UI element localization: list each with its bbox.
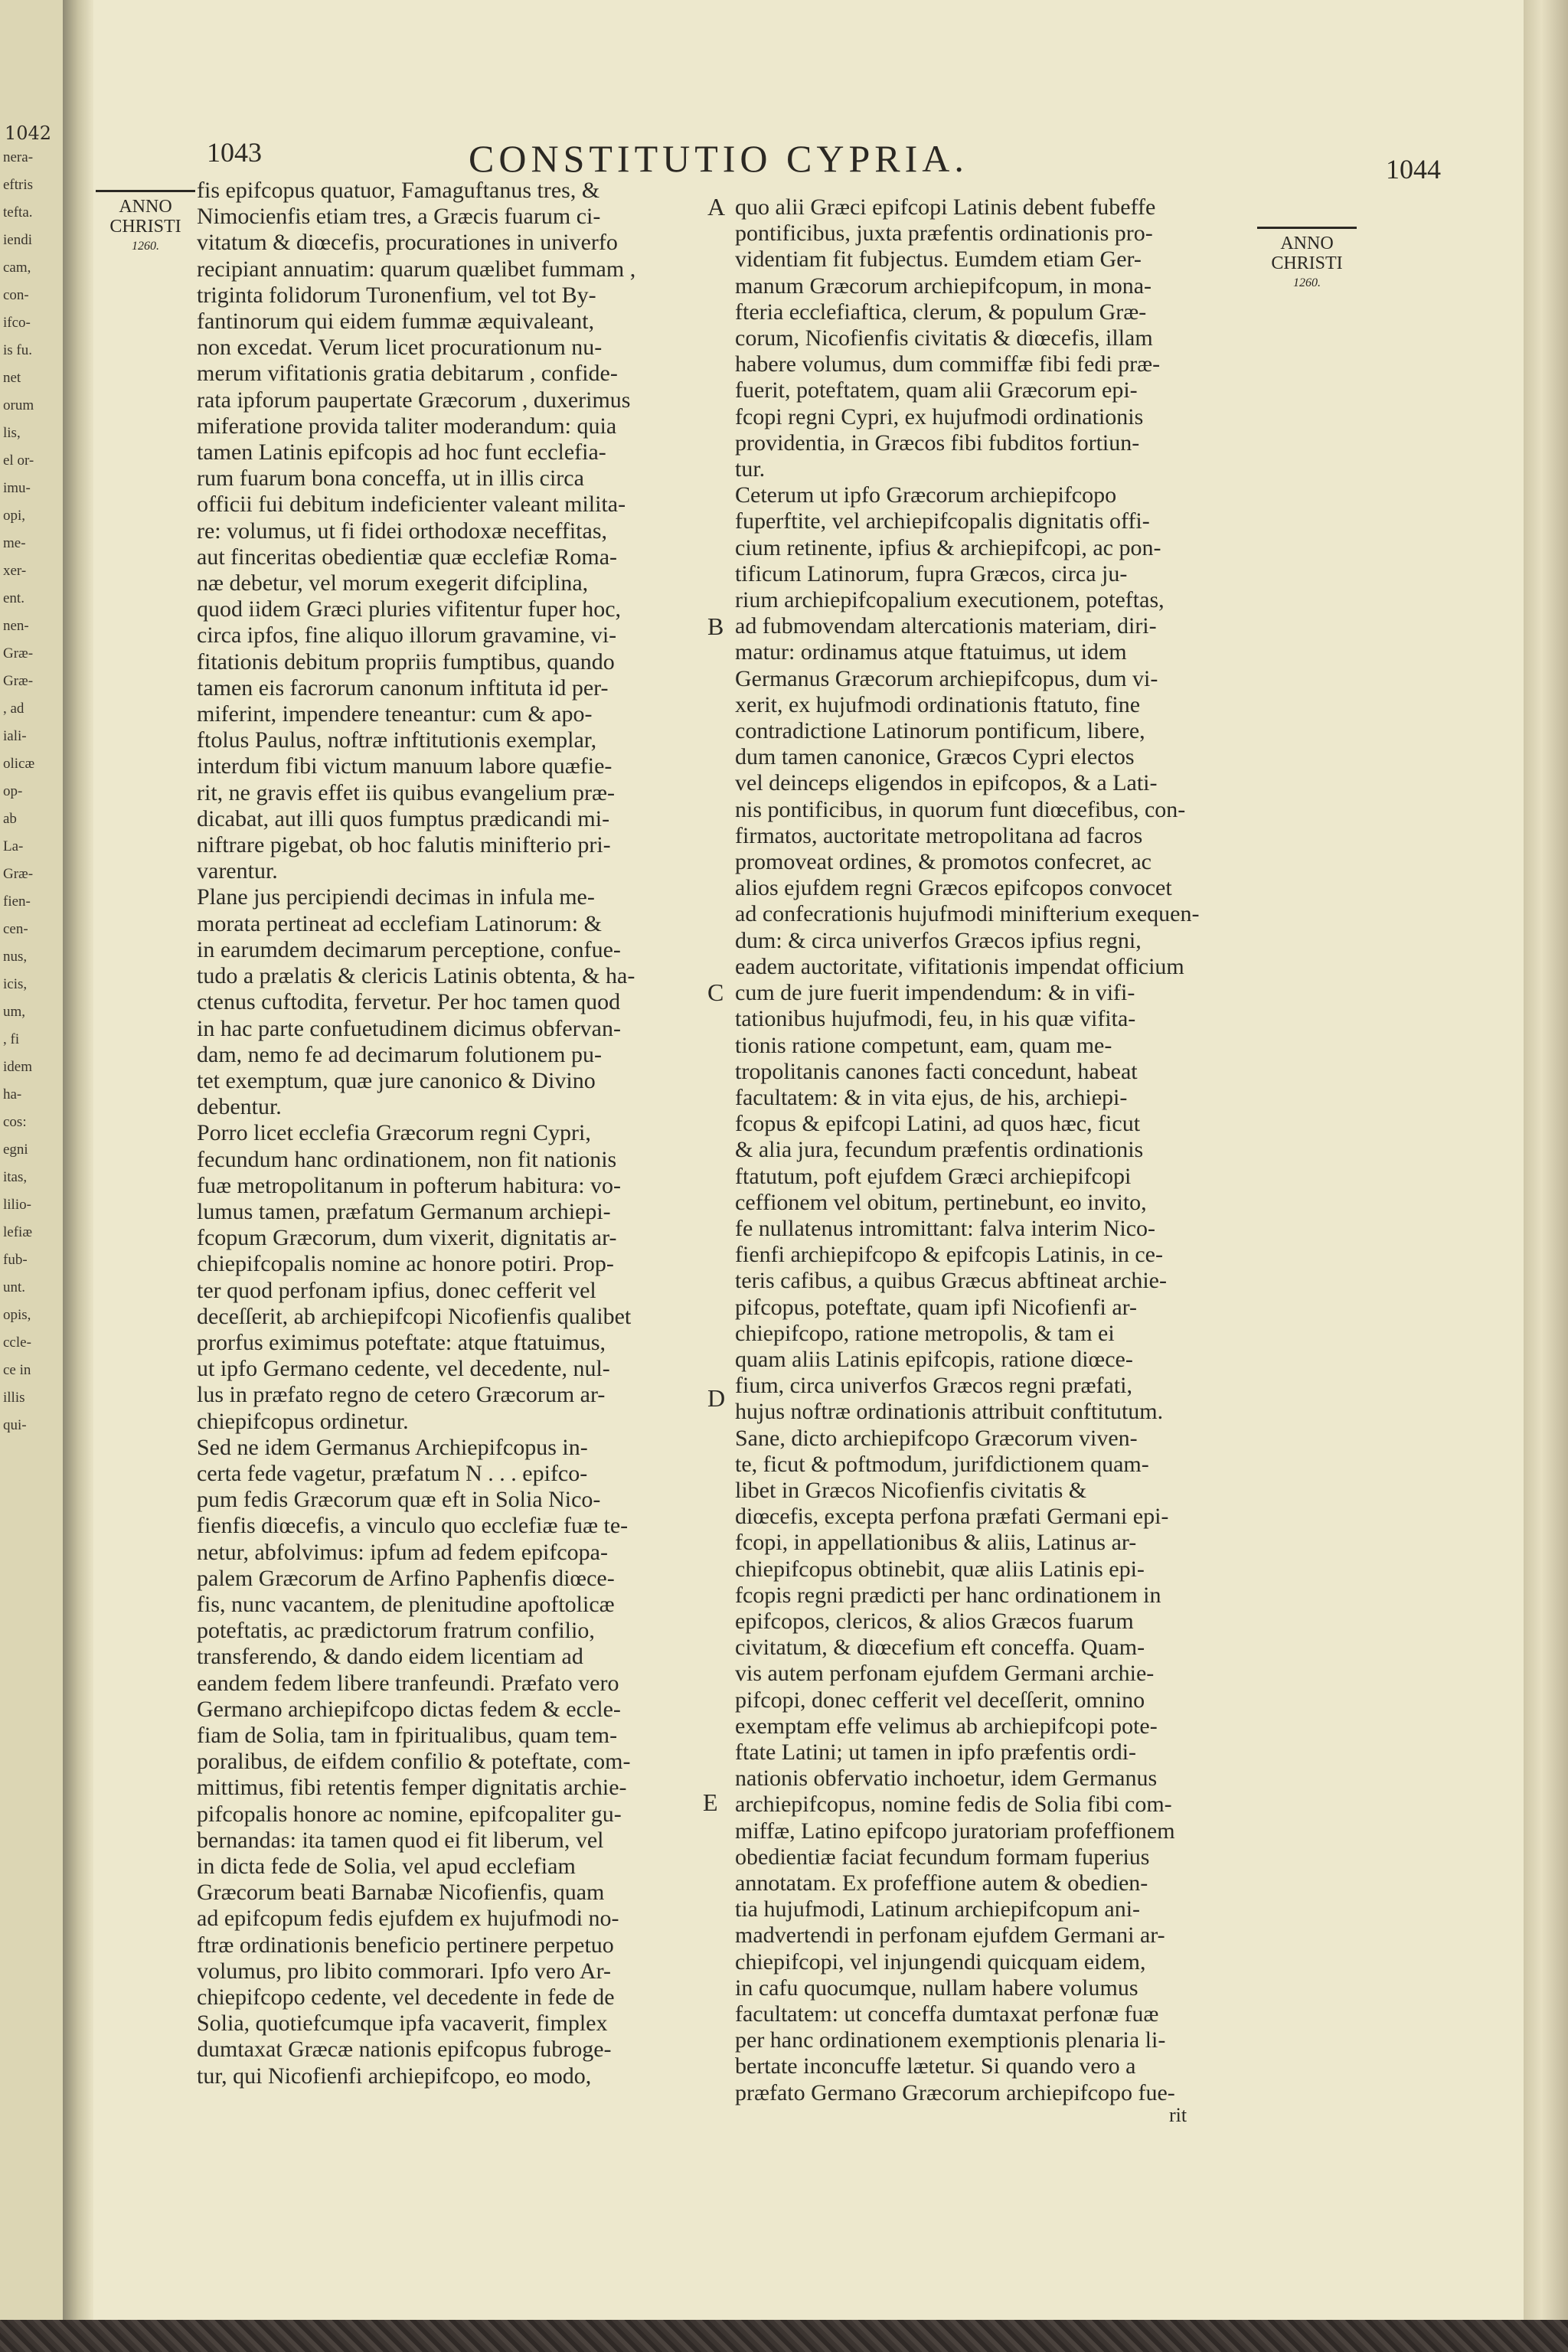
previous-page-fragment: nus, (3, 949, 28, 965)
text-line: in earumdem decimarum perceptione, confue- (197, 936, 621, 962)
text-line: Plane jus percipiendi decimas in infula me- (197, 884, 595, 910)
text-line: triginta folidorum Turonenfium, vel tot By- (197, 282, 596, 308)
previous-page-fragment: con- (3, 287, 29, 303)
text-line: quod iidem Græci pluries vifitentur fuper hoc, (197, 596, 622, 622)
text-line: chiepifcopalis nomine ac honore potiri. Prop- (197, 1251, 614, 1277)
text-line: per hanc ordinationem exemptionis plenaria li- (735, 2027, 1166, 2053)
text-line: fecundum hanc ordinationem, non fit nationis (197, 1146, 617, 1172)
previous-page-fragment: el or- (3, 452, 34, 469)
text-line: tionis ratione competunt, eam, quam me- (735, 1032, 1112, 1058)
previous-page-fragment: Græ- (3, 673, 34, 689)
text-line: fium, circa univerfos Græcos regni præfati, (735, 1373, 1133, 1399)
margin-rule (96, 190, 195, 192)
previous-page-fragment: me- (3, 535, 26, 551)
previous-page-fragment: orum (3, 397, 34, 413)
previous-page-number: 1042 (5, 122, 52, 144)
page-number-left: 1043 (207, 137, 262, 168)
text-line: dum: & circa univerfos Græcos ipfius regni, (735, 927, 1142, 953)
previous-page-fragment: ce in (3, 1362, 31, 1378)
text-line: fis epifcopus quatuor, Famaguftanus tres, & (197, 178, 600, 203)
text-line: epifcopos, clericos, & alios Græcos fuarum (735, 1608, 1134, 1634)
text-line: fe nullatenus intromittant: falva interim Nico- (735, 1215, 1156, 1241)
text-line: vitatum & diœcefis, procurationes in univerfo (197, 230, 618, 256)
margin-note-christi: CHRISTI (1271, 253, 1343, 273)
text-line: dicabat, aut illi quos fumptus prædicandi mi- (197, 805, 610, 831)
previous-page-fragment: ccle- (3, 1334, 31, 1351)
text-line: ad fubmovendam altercationis materiam, diri- (735, 613, 1157, 639)
text-line: lus in præfato regno de cetero Græcorum ar- (197, 1382, 606, 1408)
text-line: pifcopi, donec cefferit vel deceſſerit, omnino (735, 1687, 1145, 1713)
text-line: fcopi, in appellationibus & aliis, Latinus ar- (735, 1530, 1137, 1556)
text-line: tudo a prælatis & clericis Latinis obtenta, & ha- (197, 963, 635, 989)
text-line: libet in Græcos Nicofienfis civitatis & (735, 1477, 1087, 1503)
text-line: facultatem: & in vita ejus, de his, archiepi- (735, 1084, 1128, 1110)
text-line: alios ejufdem regni Græcos epifcopos convocet (735, 875, 1172, 901)
text-line: interdum fibi victum manuum labore quæfie- (197, 753, 612, 779)
text-line: vis autem perfonam ejufdem Germani archie- (735, 1661, 1155, 1687)
text-line: Nimocienfis etiam tres, a Græcis fuarum ci- (197, 204, 601, 230)
text-line: fcopis regni prædicti per hanc ordinationem in (735, 1582, 1161, 1608)
text-line: chiepifcopi, vel injungendi quicquam eidem, (735, 1949, 1146, 1975)
text-line: netur, abfolvimus: ipfum ad fedem epifcopa- (197, 1539, 608, 1565)
previous-page-fragment: net (3, 370, 21, 386)
text-line: ftræ ordinationis beneficio pertinere perpetuo (197, 1932, 614, 1958)
previous-page-fragment: lilio- (3, 1197, 31, 1213)
section-marker-d: D (707, 1384, 726, 1412)
section-marker-a: A (707, 193, 726, 220)
text-line: ad epifcopum fedis ejufdem ex hujufmodi no- (197, 1906, 619, 1932)
previous-page-fragment: Græ- (3, 866, 34, 882)
text-line: ftate Latini; ut tamen in ipfo præfentis ordi- (735, 1739, 1137, 1765)
previous-page-fragment: tefta. (3, 204, 33, 220)
previous-page-fragment: La- (3, 838, 24, 854)
text-line: poralibus, de eifdem confilio & poteftate, com- (197, 1749, 631, 1775)
text-line: debentur. (197, 1094, 282, 1120)
previous-page-fragment: cos: (3, 1114, 27, 1130)
text-line: bernandas: ita tamen quod ei fit liberum, vel (197, 1827, 604, 1853)
running-title: CONSTITUTIO CYPRIA. (469, 137, 969, 180)
previous-page-fragment: iali- (3, 728, 27, 744)
text-line: facultatem: ut conceffa dumtaxat perfonæ fuæ (735, 2001, 1159, 2027)
text-line: rum fuarum bona conceffa, ut in illis circa (197, 466, 584, 492)
previous-page-fragment: opis, (3, 1307, 31, 1323)
text-line: niftrare pigebat, ob hoc falutis minifterio pri- (197, 832, 611, 858)
previous-page-fragment: ent. (3, 590, 24, 606)
text-line: certa fede vagetur, præfatum N . . . epifco- (197, 1460, 588, 1486)
text-line: transferendo, & dando eidem licentiam ad (197, 1644, 583, 1670)
text-line: rit, ne gravis effet iis quibus evangelium præ- (197, 779, 615, 805)
previous-page-fragment: , fi (3, 1031, 20, 1047)
previous-page-fragment: lefiæ (3, 1224, 32, 1240)
previous-page-fragment: imu- (3, 480, 31, 496)
text-line: palem Græcorum de Arfino Paphenfis diœce- (197, 1565, 615, 1591)
text-line: non excedat. Verum licet procurationum nu- (197, 335, 603, 361)
section-marker-e: E (703, 1788, 718, 1816)
text-line: fienfis diœcefis, a vinculo quo ecclefiæ fuæ te- (197, 1513, 629, 1539)
margin-note-year: 1260. (132, 240, 159, 253)
previous-page-fragment: ifco- (3, 315, 31, 331)
previous-page-fragment: ha- (3, 1086, 22, 1102)
text-line: fantinorum qui eidem fummæ æquivaleant, (197, 309, 595, 335)
previous-page-text-fragments (0, 144, 63, 1439)
text-line: Germanus Græcorum archiepifcopus, dum vi- (735, 665, 1158, 691)
text-line: deceſſerit, ab archiepifcopi Nicofienfis qualibet (197, 1303, 632, 1329)
text-line: hujus noftræ ordinationis attribuit conftitutum. (735, 1399, 1164, 1425)
text-line: quo alii Græci epifcopi Latinis debent fubeffe (735, 194, 1156, 220)
previous-page-fragment: , ad (3, 701, 24, 717)
text-line: fitationis debitum propriis fumptibus, quando (197, 648, 615, 675)
previous-page-fragment: itas, (3, 1169, 28, 1185)
text-line: cium retinente, ipfius & archiepifcopi, ac pon- (735, 534, 1161, 560)
text-line: tur. (735, 456, 766, 482)
text-line: manum Græcorum archiepifcopum, in mona- (735, 273, 1152, 299)
book-page (93, 0, 1524, 2320)
text-line: ad confecrationis hujufmodi minifterium exequen- (735, 901, 1200, 927)
text-line: nationis obfervatio inchoetur, idem Germanus (735, 1766, 1158, 1792)
text-line: videntiam fit fubjectus. Eumdem etiam Ger- (735, 247, 1142, 273)
previous-page-fragment: opi, (3, 508, 26, 524)
text-line: fcopi regni Cypri, ex hujufmodi ordinationis (735, 403, 1144, 430)
text-line: fuerit, poteftatem, quam alii Græcorum epi- (735, 377, 1138, 403)
text-line: archiepifcopus, nomine fedis de Solia fibi com- (735, 1792, 1172, 1818)
text-line: circa ipfos, fine aliquo illorum gravamine, vi- (197, 622, 617, 648)
margin-note-christi: CHRISTI (109, 217, 181, 237)
previous-page-fragment: egni (3, 1142, 28, 1158)
text-line: tia hujufmodi, Latinum archiepifcopum ani- (735, 1896, 1141, 1922)
text-line: pum fedis Græcorum quæ eft in Solia Nico- (197, 1487, 601, 1513)
book-gutter (63, 0, 93, 2320)
text-line: tet exemptum, quæ jure canonico & Divino (197, 1067, 596, 1093)
page-number-right: 1044 (1386, 154, 1441, 185)
text-line: officii fui debitum indeficienter valeant milita- (197, 492, 626, 518)
text-line: chiepifcopo cedente, vel decedente in fede de (197, 1984, 615, 2011)
previous-page-fragment: nera- (3, 149, 34, 165)
text-line: fteria ecclefiaftica, clerum, & populum Græ- (735, 299, 1147, 325)
text-line: civitatum, & diœcefium eft conceffa. Quam- (735, 1635, 1145, 1661)
text-line: fis, nunc vacantem, de plenitudine apoftolicæ (197, 1591, 615, 1617)
text-line: ftatutum, poft ejufdem Græci archiepifcopi (735, 1163, 1132, 1189)
text-line: & alia jura, fecundum præfentis ordinationis (735, 1137, 1144, 1163)
text-line: morata pertineat ad ecclefiam Latinorum: & (197, 910, 602, 936)
previous-page-fragment: Græ- (3, 645, 34, 662)
text-line: Sed ne idem Germanus Archiepifcopus in- (197, 1434, 588, 1460)
text-line: habere volumus, dum commiffæ fibi fedi præ- (735, 351, 1161, 377)
previous-page-fragment: nen- (3, 618, 29, 634)
text-line: Germano archiepifcopo dictas fedem & eccle- (197, 1696, 621, 1722)
text-line: chiepifcopus obtinebit, quæ aliis Latinis epi- (735, 1556, 1145, 1582)
text-line: Sane, dicto archiepifcopo Græcorum viven- (735, 1425, 1138, 1451)
text-line: tropolitanis canones facti concedunt, habeat (735, 1058, 1138, 1084)
text-line: miffæ, Latino epifcopo juratoriam profeffionem (735, 1818, 1175, 1844)
text-line: quam aliis Latinis epifcopis, ratione diœce- (735, 1346, 1133, 1372)
text-line: pontificibus, juxta præfentis ordinationis pro- (735, 220, 1153, 247)
text-line: fienfi archiepifcopo & epifcopis Latinis, in ce- (735, 1242, 1163, 1268)
previous-page-fragment: cen- (3, 921, 28, 937)
text-line: mittimus, fibi retentis femper dignitatis archie- (197, 1775, 627, 1801)
previous-page-fragment: icis, (3, 976, 28, 992)
text-line: lumus tamen, præfatum Germanum archiepi- (197, 1198, 611, 1224)
text-line: chiepifcopo, ratione metropolis, & tam ei (735, 1320, 1115, 1346)
previous-page-fragment: op- (3, 783, 23, 799)
text-line: Solia, quotiefcumque ipfa vacaverit, fimplex (197, 2011, 608, 2037)
text-line: vel deinceps eligendos in epifcopos, & a Lati- (735, 770, 1158, 796)
previous-page-fragment: um, (3, 1004, 26, 1020)
text-line: dumtaxat Græcæ nationis epifcopus fubroge- (197, 2037, 612, 2063)
text-line: dam, nemo fe ad decimarum folutionem pu- (197, 1041, 602, 1067)
text-line: rata ipforum paupertate Græcorum , duxerimus (197, 387, 631, 413)
previous-page-edge (0, 0, 63, 2320)
text-line: fuæ metropolitanum in pofterum habitura: vo- (197, 1172, 622, 1198)
text-line: firmatos, auctoritate metropolitana ad facros (735, 822, 1143, 848)
text-line: eadem auctoritate, vifitationis impendat officium (735, 953, 1184, 979)
text-line: diœcefis, excepta perfona præfati Germani epi- (735, 1504, 1169, 1530)
previous-page-fragment: fien- (3, 893, 31, 910)
text-line: corum, Nicofienfis civitatis & diœcefis, illam (735, 325, 1153, 351)
text-line: ctenus cuftodita, fervetur. Per hoc tamen quod (197, 989, 621, 1015)
text-line: prorfus eximimus poteftate: atque ftatuimus, (197, 1329, 606, 1355)
previous-page-fragment: unt. (3, 1279, 26, 1295)
text-line: pifcopus, poteftate, quam ipfi Nicofienfi ar- (735, 1294, 1138, 1320)
text-line: ut ipfo Germano cedente, vel decedente, nul- (197, 1356, 610, 1382)
previous-page-fragment: fub- (3, 1252, 28, 1268)
text-line: xerit, ex hujufmodi ordinationis ftatuto, fine (735, 691, 1141, 717)
text-line: in hac parte confuetudinem dicimus obfervan- (197, 1015, 621, 1041)
text-line: fuperftite, vel archiepifcopalis dignitatis offi- (735, 508, 1150, 534)
margin-note-anno: ANNO (1280, 234, 1334, 253)
text-line: in cafu quocumque, nullam habere volumus (735, 1975, 1138, 2001)
margin-note-anno: ANNO (119, 197, 172, 217)
text-line: ter quod perfonam ipfius, donec cefferit vel (197, 1277, 596, 1303)
text-line: in dicta fede de Solia, vel apud ecclefiam (197, 1854, 576, 1879)
background-surface (0, 2320, 1568, 2352)
text-line: exemptam effe velimus ab archiepifcopi pote- (735, 1713, 1158, 1739)
previous-page-fragment: xer- (3, 563, 27, 579)
text-line: bertate inconcuffe lætetur. Si quando vero a (735, 2053, 1136, 2079)
text-line: re: volumus, ut fi fidei orthodoxæ neceffitas, (197, 518, 608, 544)
margin-note-left (92, 190, 199, 256)
previous-page-fragment: qui- (3, 1417, 27, 1433)
text-line: tificum Latinorum, fupra Græcos, circa ju- (735, 560, 1128, 586)
previous-page-fragment: is fu. (3, 342, 32, 358)
book-edge-right (1524, 0, 1568, 2320)
margin-note-year: 1260. (1293, 276, 1321, 289)
text-line: ceffionem vel obitum, pertinebunt, eo invito, (735, 1189, 1147, 1215)
previous-page-fragment: idem (3, 1059, 32, 1075)
text-line: dum tamen canonice, Græcos Cypri electos (735, 744, 1135, 770)
text-line: Græcorum beati Barnabæ Nicofienfis, quam (197, 1880, 605, 1906)
previous-page-fragment: illis (3, 1390, 25, 1406)
text-column-right (735, 194, 1323, 2106)
text-line: obedientiæ faciat fecundum formam fuperius (735, 1844, 1150, 1870)
text-line: tur, qui Nicofienfi archiepifcopo, eo modo, (197, 2063, 592, 2089)
previous-page-fragment: ab (3, 811, 17, 827)
text-line: cum de jure fuerit impendendum: & in vifi- (735, 980, 1135, 1006)
text-line: fcopus & epifcopi Latini, ad quos hæc, ficut (735, 1111, 1141, 1137)
text-line: miferatione provida taliter moderandum: quia (197, 413, 617, 439)
previous-page-fragment: eftris (3, 177, 34, 193)
text-line: næ debetur, vel morum exegerit difciplina, (197, 570, 589, 596)
text-line: promoveat ordines, & promotos confecret, ac (735, 849, 1152, 875)
catchword: rit (1169, 2104, 1187, 2126)
text-line: aut finceritas obedientiæ quæ ecclefiæ Roma- (197, 544, 617, 570)
previous-page-fragment: iendi (3, 232, 32, 248)
section-marker-b: B (707, 612, 724, 640)
text-line: te, ficut & poftmodum, jurifdictionem quam- (735, 1451, 1149, 1477)
text-line: miferint, impendere teneantur: cum & apo- (197, 701, 593, 727)
text-line: tationibus hujufmodi, feu, in his quæ vifita- (735, 1006, 1136, 1032)
text-line: annotatam. Ex profeffione autem & obedien- (735, 1870, 1148, 1896)
text-line: providentia, in Græcos fibi fubditos fortiun- (735, 430, 1140, 456)
text-line: madvertendi in perfonam ejufdem Germani ar- (735, 1922, 1165, 1949)
text-line: matur: ordinamus atque ftatuimus, ut idem (735, 639, 1127, 665)
text-line: ftolus Paulus, noftræ inftitutionis exemplar, (197, 727, 597, 753)
text-line: eandem fedem libere tranfeundi. Præfato vero (197, 1670, 619, 1696)
text-line: contradictione Latinorum pontificum, libere, (735, 718, 1145, 744)
text-line: Ceterum ut ipfo Græcorum archiepifcopo (735, 482, 1117, 508)
text-line: poteftatis, ac prædictorum fratrum confilio, (197, 1618, 595, 1644)
text-line: nis pontificibus, in quorum funt diœcefibus, con- (735, 796, 1186, 822)
text-line: varentur. (197, 858, 278, 884)
text-line: fiam de Solia, tam in fpiritualibus, quam tem- (197, 1722, 618, 1748)
text-line: tamen Latinis epifcopis ad hoc funt ecclefia- (197, 439, 606, 466)
text-line: tamen eis facrorum canonum inftituta id per- (197, 675, 609, 701)
text-line: teris cafibus, a quibus Græcus abftineat archie- (735, 1268, 1167, 1294)
text-line: volumus, pro libito commorari. Ipfo vero Ar- (197, 1958, 611, 1984)
text-line: chiepifcopus ordinetur. (197, 1408, 409, 1434)
text-line: rium archiepifcopalium executionem, poteftas, (735, 587, 1165, 613)
previous-page-fragment: cam, (3, 260, 31, 276)
text-line: pifcopalis honore ac nomine, epifcopaliter gu- (197, 1801, 622, 1827)
section-marker-c: C (707, 978, 724, 1006)
previous-page-fragment: lis, (3, 425, 21, 441)
text-line: recipiant annuatim: quarum quælibet fummam , (197, 256, 636, 282)
text-line: fcopum Græcorum, dum vixerit, dignitatis ar- (197, 1225, 617, 1251)
previous-page-fragment: olicæ (3, 756, 35, 772)
text-line: præfato Germano Græcorum archiepifcopo fue- (735, 2079, 1175, 2105)
text-line: Porro licet ecclefia Græcorum regni Cypri, (197, 1120, 591, 1146)
text-line: merum vifitationis gratia debitarum , confide- (197, 361, 618, 387)
